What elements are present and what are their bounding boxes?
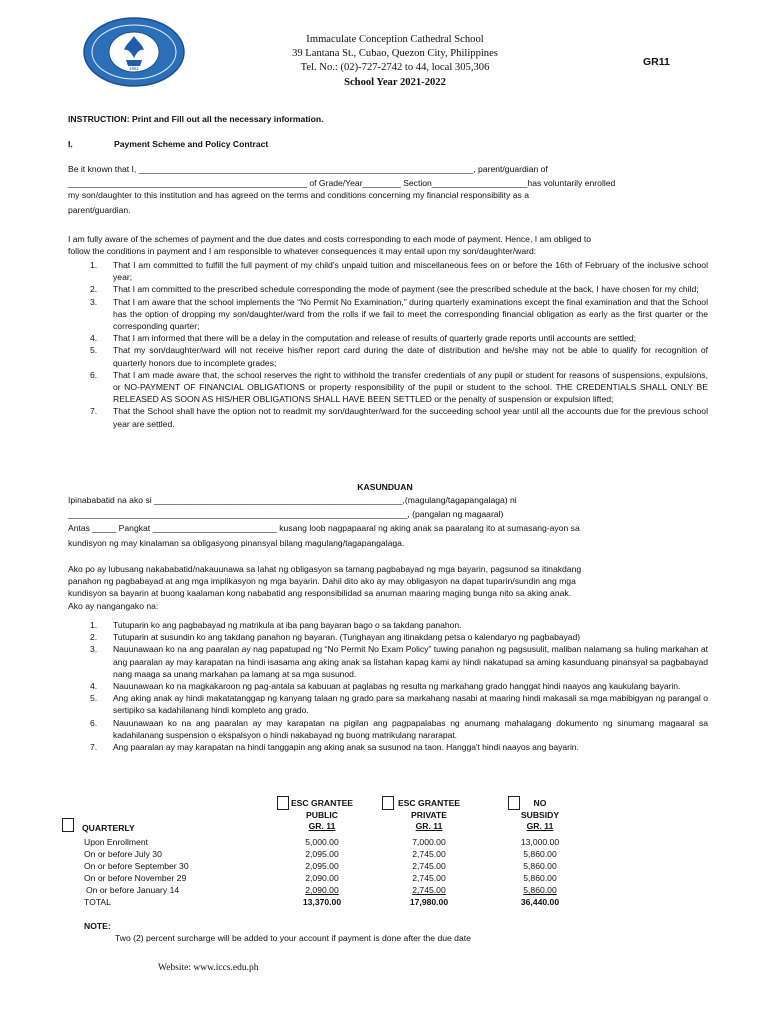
policy-text: That the School shall have the option not to readmit my son/daughter/ward for the succeeding school year until all the accounts due for the previous school year are settled. — [113, 406, 708, 429]
amount-cell: 5,860.00 — [523, 861, 557, 871]
awareness-line: I am fully aware of the schemes of payment and the due dates and costs corresponding to each mode of payment. Hence, I am obliged to — [68, 234, 592, 244]
kasunduan-para-line: Ako po ay lubusang nakababatid/nakauunawa sa lahat ng obligasyon sa tamang pagbabayad ng mga bayarin, pagsunod sa itinakdang — [68, 564, 582, 574]
policy-text: That I am made aware that, the school reserves the right to withhold the transfer credentials of any pupil or student for reasons of suspensions, expulsions, or NO-PAYMENT OF FINANCIAL OBLIGATIONS or property responsibility of the pupil or student to the school. THE CREDENTIALS SHALL ONLY BE RELEASED AS SOON AS HIS/HER OBLIGATIONS SHALL HAVE BEEN SETTLED or the penalty of suspension or expulsion lifted; — [113, 369, 708, 405]
amount-cell: 5,000.00 — [305, 837, 339, 847]
amount-cell: 5,860.00 — [523, 849, 557, 859]
row-label: On or before July 30 — [84, 849, 162, 859]
policy-number: 7. — [90, 406, 98, 417]
kasunduan-line[interactable]: _______________________________________________________________________, (pangalan ng magaaral) — [68, 509, 504, 520]
section-heading — [68, 138, 268, 150]
policy-number: 3. — [90, 296, 98, 307]
pangako-number: 1. — [90, 620, 98, 630]
amount-cell: 2,745.00 — [412, 849, 446, 859]
school-year: School Year 2021-2022 — [344, 76, 446, 88]
website-footer: Website: www.iccs.edu.ph — [158, 963, 259, 973]
column-header-line: PRIVATE — [411, 809, 447, 820]
pangako-text: Nauunawaan ko na magkakaroon ng pag-antala sa kabuuan at paglabas ng resulta ng markahang grado hanggat hindi naayos ang kaukulang bayarin. — [113, 681, 681, 692]
amount-cell: 13,000.00 — [520, 837, 560, 847]
kasunduan-title: KASUNDUAN — [357, 482, 413, 492]
pangako-number: 3. — [90, 644, 98, 655]
amount-cell: 7,000.00 — [412, 837, 446, 847]
amount-cell: 2,745.00 — [412, 861, 446, 871]
pangako-text: Tutuparin ko ang pagbabayad ng matrikula at iba pang bayaran bago o sa takdang panahon. — [113, 620, 462, 630]
form-code: GR11 — [643, 56, 670, 68]
pangako-item — [68, 680, 708, 692]
intro-line[interactable]: Be it known that I, ______________________________________________________________________, parent/guardian of — [68, 164, 548, 174]
pangako-number: 6. — [90, 717, 98, 728]
column-header-esc-private — [389, 798, 469, 833]
column-header-grade: GR. 11 — [308, 821, 336, 832]
column-header-no-subsidy — [500, 798, 580, 833]
note-text: Two (2) percent surcharge will be added to your account if payment is done after the due date — [115, 933, 471, 943]
awareness-paragraph — [68, 233, 708, 257]
pangako-number: 7. — [90, 742, 98, 753]
policy-number: 2. — [90, 284, 98, 295]
awareness-line: follow the conditions in payment and I am responsible to whatever consequences it may entail upon my son/daughter/ward: — [68, 246, 537, 257]
column-header-line: ESC GRANTEE — [397, 798, 461, 808]
total-cell: 17,980.00 — [409, 897, 449, 907]
pangako-item — [68, 643, 708, 680]
pangako-number: 5. — [90, 693, 98, 704]
column-header-grade: GR. 11 — [526, 821, 554, 832]
kasunduan-paragraph — [68, 563, 708, 612]
row-label: Upon Enrollment — [84, 837, 149, 847]
kasunduan-line[interactable]: Ipinababatid na ako si ____________________________________________________,(magulang/tagapangalaga) ni — [68, 495, 517, 505]
total-cell: 36,440.00 — [520, 897, 560, 907]
amount-cell: 2,090.00 — [305, 873, 339, 883]
policy-item — [68, 296, 708, 333]
kasunduan-fields — [68, 494, 708, 549]
column-header-line: ESC GRANTEE — [290, 798, 354, 808]
amount-cell: 2,095.00 — [305, 849, 339, 859]
policy-number: 1. — [90, 260, 98, 270]
intro-paragraph — [68, 163, 708, 216]
kasunduan-para-line: Ako ay nangangako na: — [68, 600, 159, 611]
pangako-item — [68, 717, 708, 741]
pangako-number: 4. — [90, 681, 98, 692]
column-header-grade: GR. 11 — [415, 821, 443, 832]
policy-number: 5. — [90, 345, 98, 356]
pangako-text: Nauunawaan ko na ang paaralan ay nag papatupad ng “No Permit No Exam Policy” tuwing panahon ng pagsusulit, maliban nalamang sa huling markahan at ang paaralan ay may karapatan na hindi isasama ang aking anak sa listahan kapag kami ay hindi nakatupad sa aming kasunduang pinansyal sa pagbabayad nang maaga sa unang markahan pa lamang at sa mga susunod. — [113, 644, 708, 679]
policy-list — [68, 259, 708, 430]
school-telephone: Tel. No.: (02)-727-2742 to 44, local 305,306 — [300, 62, 490, 74]
policy-item — [68, 405, 708, 429]
pangako-text: Nauunawaan ko na ang paaralan ay may karapatan na pigilan ang pagpapalabas ng anumang mahalagang dokumento ng sinumang magaaral sa kadahilanang suspension o ekspalsyon o hindi nakabayad ng buong matrikulang nararapat. — [113, 717, 708, 740]
pangako-text: Ang paaralan ay may karapatan na hindi tanggapin ang aking anak sa susunod na taon. Hangga't hindi naayos ang bayarin. — [113, 742, 579, 753]
row-label: On or before January 14 — [86, 885, 180, 895]
svg-text:1961: 1961 — [128, 66, 140, 71]
school-logo — [80, 16, 188, 88]
school-name: Immaculate Conception Cathedral School — [306, 34, 484, 45]
intro-line[interactable]: __________________________________________________ of Grade/Year________ Section____________________has voluntarily enrolled — [68, 178, 616, 189]
kasunduan-line[interactable]: Antas _____ Pangkat __________________________ kusang loob nagpapaaral ng aking anak sa paaralang ito at sumasang-ayon sa — [68, 523, 580, 534]
amount-cell: 2,745.00 — [412, 885, 446, 895]
school-header — [250, 33, 540, 90]
policy-item — [68, 283, 708, 295]
payment-mode-label: QUARTERLY — [82, 823, 135, 833]
row-label: On or before September 30 — [84, 861, 189, 871]
pangako-item — [68, 741, 708, 753]
policy-number: 6. — [90, 369, 98, 380]
note-label: NOTE: — [84, 921, 111, 931]
amount-cell: 5,860.00 — [523, 885, 557, 895]
column-header-esc-public — [282, 798, 362, 833]
kasunduan-line: kundisyon ng may kinalaman sa obligasyong pinansyal bilang magulang/tagapangalaga. — [68, 537, 405, 548]
quarterly-checkbox[interactable] — [62, 818, 74, 832]
school-address: 39 Lantana St., Cubao, Quezon City, Philippines — [292, 48, 498, 60]
pangako-text: Tutuparin at susundin ko ang takdang panahon ng bayaran. (Tunghayan ang itinakdang petsa o kalendaryo ng pagbabayad) — [113, 632, 581, 643]
pangako-item — [68, 631, 708, 643]
policy-item — [68, 259, 708, 283]
policy-text: That I am committed to fulfill the full payment of my child's unpaid tuition and miscellaneous fees on or before the 16th of February of the inclusive school year; — [113, 260, 708, 283]
pangako-text: Ang aking anak ay hindi makatatanggap ng kanyang talaan ng grado para sa markahang nasabi at maaring hindi makasali sa mga mabibigyan ng parangal o sertipiko sa kadahilanang hindi kompleto ang grado. — [113, 693, 708, 716]
intro-line: parent/guardian. — [68, 204, 131, 215]
amount-cell: 2,745.00 — [412, 873, 446, 883]
section-title: Payment Scheme and Policy Contract — [114, 139, 269, 149]
policy-text: That I am aware that the school implements the “No Permit No Examination,” during quarterly examinations except the final examination and that the School has the option of dropping my son/daughter/ward from the rolls if we fail to meet the corresponding financial obligation as early as the first quarter or the corresponding quarter; — [113, 296, 708, 332]
column-header-line: NO — [533, 798, 547, 808]
pangako-number: 2. — [90, 632, 98, 643]
amount-cell: 5,860.00 — [523, 873, 557, 883]
policy-number: 4. — [90, 333, 98, 344]
pangako-item — [68, 692, 708, 716]
policy-text: That I am committed to the prescribed schedule corresponding the mode of payment (see the prescribed schedule at the back, I have chosen for my child; — [113, 284, 699, 295]
amount-cell: 2,090.00 — [305, 885, 339, 895]
section-number: I. — [68, 139, 73, 149]
pangako-list — [68, 619, 708, 753]
intro-line: my son/daughter to this institution and has agreed on the terms and conditions concerning my financial responsibility as a — [68, 190, 529, 201]
column-header-line: PUBLIC — [306, 809, 338, 820]
amount-cell: 2,095.00 — [305, 861, 339, 871]
policy-text: That my son/daughter/ward will not receive his/her report card during the date of distribution and he/she may not be able to qualify for recognition of quarterly honors due to incomplete grades; — [113, 345, 708, 368]
policy-text: That I am informed that there will be a delay in the computation and release of results of quarterly grade reports until accounts are settled; — [113, 333, 637, 344]
row-label: On or before November 29 — [84, 873, 187, 883]
policy-item — [68, 369, 708, 406]
policy-item — [68, 344, 708, 368]
kasunduan-para-line: panahon ng pagbabayad at ang mga implikasyon ng mga bayarin. Dahil dito ako ay may obligasyon na dapat tuparin/sundin ang mga — [68, 576, 576, 587]
column-header-line: SUBSIDY — [520, 809, 560, 820]
row-label-total: TOTAL — [84, 897, 111, 907]
instruction: INSTRUCTION: Print and Fill out all the necessary information. — [68, 114, 324, 124]
total-cell: 13,370.00 — [302, 897, 342, 907]
pangako-item — [68, 619, 708, 631]
policy-item — [68, 332, 708, 344]
kasunduan-para-line: kundisyon sa bayarin at buong kaalaman kong nababatid ang responsibilidad sa anuman maaring maging bunga nito sa aking anak. — [68, 588, 572, 599]
